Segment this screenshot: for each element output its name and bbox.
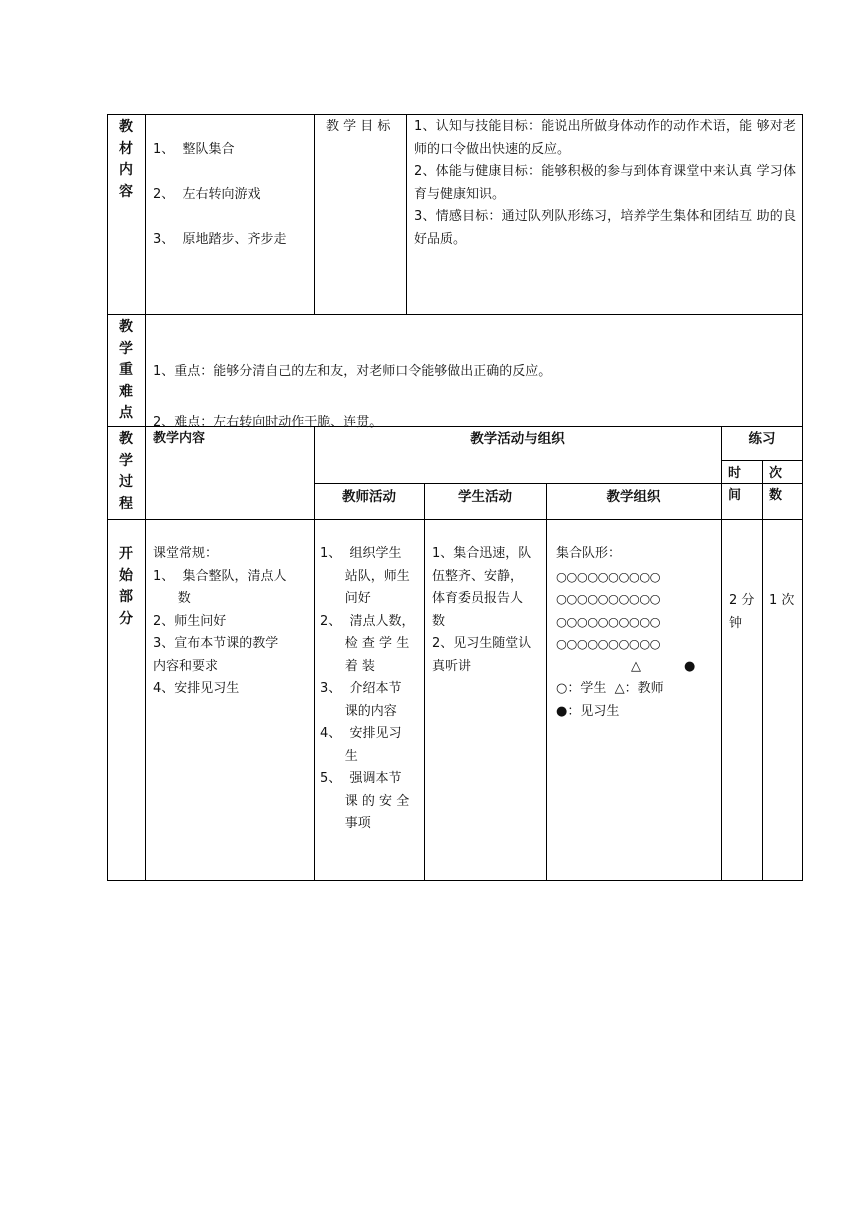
column-divider-student xyxy=(546,483,547,880)
table-border-top xyxy=(107,114,803,115)
material-item: 1、 整队集合 xyxy=(153,141,235,157)
formation-title: 集合队形： xyxy=(556,546,622,561)
row-divider-1 xyxy=(107,314,803,315)
column-divider-time xyxy=(762,460,763,880)
key-point: 1、重点：能够分清自己的左和友，对老师口令能够做出正确的反应。 xyxy=(153,363,552,379)
start-teacher-activity: 1、 组织学生 站队，师生 问好 2、 清点人数， 检 查 学 生 着 装 3、 介绍本节 课的内容 4、 安排见习 生 5、 强调本节 课 的 安 全 事项 xyxy=(320,546,415,831)
content-header: 教学内容 xyxy=(153,431,206,446)
start-content: 课堂常规： 1、 集合整队，清点人 数 2、师生问好 3、宣布本节课的教学 内容和要求 4、安排见习生 xyxy=(153,546,287,696)
activity-header: 教学活动与组织 xyxy=(470,431,565,447)
table-border-right xyxy=(802,114,803,880)
goals-text: 1、认知与技能目标：能说出所做身体动作的动作术语，能 够对老师的口令做出快速的反应。 2、体能与健康目标：能够积极的参与到体育课堂中来认真 学习体育与健康知识。 3、情感目标：通过队列队形练习，培养学生集体和团结互 助的良好品质。 xyxy=(414,119,796,247)
student-row: ○○○○○○○○○○ xyxy=(556,636,661,651)
start-time: 2 分 钟 xyxy=(729,593,755,631)
process-side-label: 教 学 过 程 xyxy=(119,431,133,512)
formation-legend-students-teacher: ○：学生 △：教师 xyxy=(556,681,664,696)
count-header: 次 数 xyxy=(769,466,783,503)
teacher-activity-header: 教师活动 xyxy=(342,489,396,505)
start-part-side-label: 开 始 部 分 xyxy=(119,546,133,627)
goal-label: 教 学 目 标 xyxy=(326,119,391,134)
formation-legend-observer: ●：见习生 xyxy=(556,703,620,719)
student-row: ○○○○○○○○○○ xyxy=(556,568,661,584)
table-border-bottom xyxy=(107,880,803,881)
column-divider-label xyxy=(145,114,146,880)
student-activity-header: 学生活动 xyxy=(458,489,512,505)
practice-header: 练习 xyxy=(748,431,776,447)
column-divider-items xyxy=(314,114,315,314)
formation-diagram xyxy=(556,543,718,723)
teacher-marker: △ xyxy=(631,658,641,674)
column-divider-teacher xyxy=(424,483,425,880)
start-count: 1 次 xyxy=(769,593,795,608)
material-side-label: 教 材 内 容 xyxy=(119,119,133,200)
start-student-activity: 1、集合迅速，队 伍整齐、安静， 体育委员报告人 数 2、见习生随堂认 真听讲 xyxy=(432,546,532,674)
material-item: 2、 左右转向游戏 xyxy=(153,186,261,202)
column-divider-org xyxy=(721,426,722,880)
key-points-side-label: 教 学 重 难 点 xyxy=(119,319,133,421)
difficult-point: 2、难点：左右转向时动作干脆、连贯。 xyxy=(153,414,383,430)
observer-marker: ● xyxy=(684,658,696,674)
material-list xyxy=(153,116,287,274)
row-divider-3 xyxy=(107,519,803,520)
student-row: ○○○○○○○○○○ xyxy=(556,613,661,629)
time-header: 时 间 xyxy=(728,466,742,503)
student-row: ○○○○○○○○○○ xyxy=(556,591,661,606)
material-item: 3、 原地踏步、齐步走 xyxy=(153,231,287,247)
organization-header: 教学组织 xyxy=(606,489,661,505)
formation-markers xyxy=(556,656,718,679)
column-divider-goal-label xyxy=(406,114,407,314)
